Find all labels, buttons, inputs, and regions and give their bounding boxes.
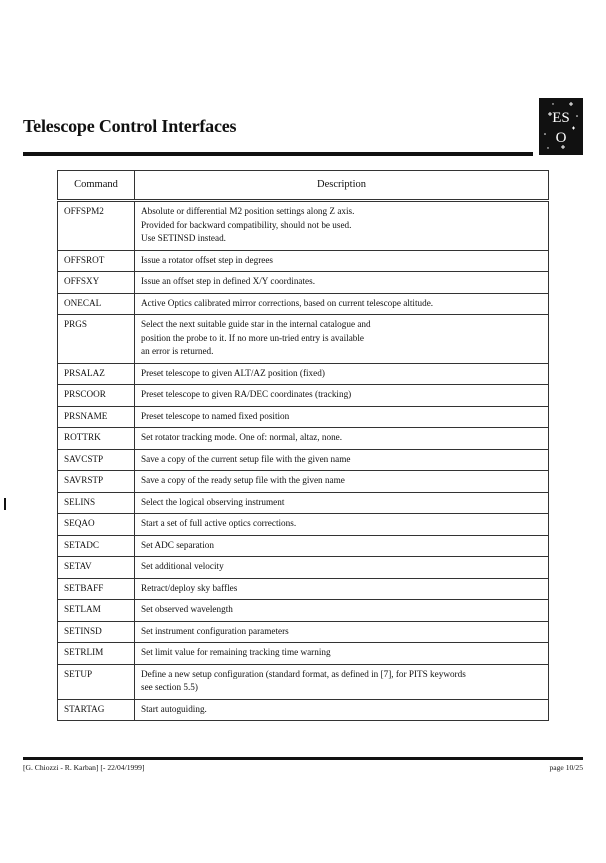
description-cell: Set ADC separation xyxy=(135,535,549,557)
table-row xyxy=(58,272,549,294)
description-cell: Issue a rotator offset step in degrees xyxy=(135,250,549,272)
command-cell: SAVRSTP xyxy=(58,471,135,493)
description-cell: Set limit value for remaining tracking time warning xyxy=(135,643,549,665)
description-cell: Preset telescope to given ALT/AZ position (fixed) xyxy=(135,363,549,385)
table-row xyxy=(58,363,549,385)
table-row xyxy=(58,471,549,493)
description-cell: Select the next suitable guide star in the internal catalogue and position the probe to it. If no more un-tried entry is available an error is returned. xyxy=(135,315,549,364)
description-cell: Set instrument configuration parameters xyxy=(135,621,549,643)
description-cell: Save a copy of the ready setup file with the given name xyxy=(135,471,549,493)
change-bar xyxy=(4,498,6,510)
eso-logo-icon xyxy=(539,98,583,155)
column-header-command: Command xyxy=(58,171,135,201)
table-row xyxy=(58,250,549,272)
command-cell: ONECAL xyxy=(58,293,135,315)
title-rule xyxy=(23,152,533,156)
command-cell: SETLAM xyxy=(58,600,135,622)
table-row xyxy=(58,643,549,665)
description-cell: Issue an offset step in defined X/Y coordinates. xyxy=(135,272,549,294)
table-row xyxy=(58,514,549,536)
command-cell: SETRLIM xyxy=(58,643,135,665)
command-cell: SETINSD xyxy=(58,621,135,643)
command-cell: OFFSROT xyxy=(58,250,135,272)
table-row xyxy=(58,406,549,428)
table-row xyxy=(58,293,549,315)
table-row xyxy=(58,315,549,364)
description-cell: Preset telescope to named fixed position xyxy=(135,406,549,428)
page-title: Telescope Control Interfaces xyxy=(23,116,237,136)
description-cell: Set observed wavelength xyxy=(135,600,549,622)
command-cell: OFFSXY xyxy=(58,272,135,294)
command-cell: PRSCOOR xyxy=(58,385,135,407)
table-row xyxy=(58,201,549,251)
column-header-description: Description xyxy=(135,171,549,201)
command-cell: PRSALAZ xyxy=(58,363,135,385)
command-cell: SAVCSTP xyxy=(58,449,135,471)
command-cell: SEQAO xyxy=(58,514,135,536)
description-cell: Start a set of full active optics corrections. xyxy=(135,514,549,536)
description-cell: Active Optics calibrated mirror corrections, based on current telescope altitude. xyxy=(135,293,549,315)
command-cell: SETBAFF xyxy=(58,578,135,600)
command-cell: SELINS xyxy=(58,492,135,514)
command-cell: OFFSPM2 xyxy=(58,201,135,251)
table-header-row xyxy=(58,171,549,201)
table-row xyxy=(58,492,549,514)
svg-text:O: O xyxy=(555,130,567,146)
command-cell: PRSNAME xyxy=(58,406,135,428)
page-number: page 10/25 xyxy=(549,763,583,772)
table-row xyxy=(58,699,549,721)
table-row xyxy=(58,557,549,579)
footer-authors: [G. Chiozzi - R. Karban] [- 22/04/1999] xyxy=(23,763,145,772)
command-cell: SETADC xyxy=(58,535,135,557)
command-cell: PRGS xyxy=(58,315,135,364)
table-row xyxy=(58,621,549,643)
table-row xyxy=(58,385,549,407)
description-cell: Save a copy of the current setup file with the given name xyxy=(135,449,549,471)
description-cell: Select the logical observing instrument xyxy=(135,492,549,514)
table-row xyxy=(58,535,549,557)
command-cell: SETUP xyxy=(58,664,135,699)
table-row xyxy=(58,578,549,600)
table-row xyxy=(58,664,549,699)
svg-text:ES: ES xyxy=(552,110,570,126)
description-cell: Preset telescope to given RA/DEC coordinates (tracking) xyxy=(135,385,549,407)
footer-rule xyxy=(23,757,583,760)
description-cell: Absolute or differential M2 position settings along Z axis. Provided for backward compatibility, should not be used. Use SETINSD instead. xyxy=(135,201,549,251)
table-row xyxy=(58,449,549,471)
description-cell: Start autoguiding. xyxy=(135,699,549,721)
description-cell: Define a new setup configuration (standard format, as defined in [7], for PITS keywords see section 5.5) xyxy=(135,664,549,699)
description-cell: Set additional velocity xyxy=(135,557,549,579)
command-cell: STARTAG xyxy=(58,699,135,721)
description-cell: Set rotator tracking mode. One of: normal, altaz, none. xyxy=(135,428,549,450)
description-cell: Retract/deploy sky baffles xyxy=(135,578,549,600)
table-row xyxy=(58,428,549,450)
table-row xyxy=(58,600,549,622)
command-table xyxy=(57,170,549,721)
command-cell: SETAV xyxy=(58,557,135,579)
command-cell: ROTTRK xyxy=(58,428,135,450)
